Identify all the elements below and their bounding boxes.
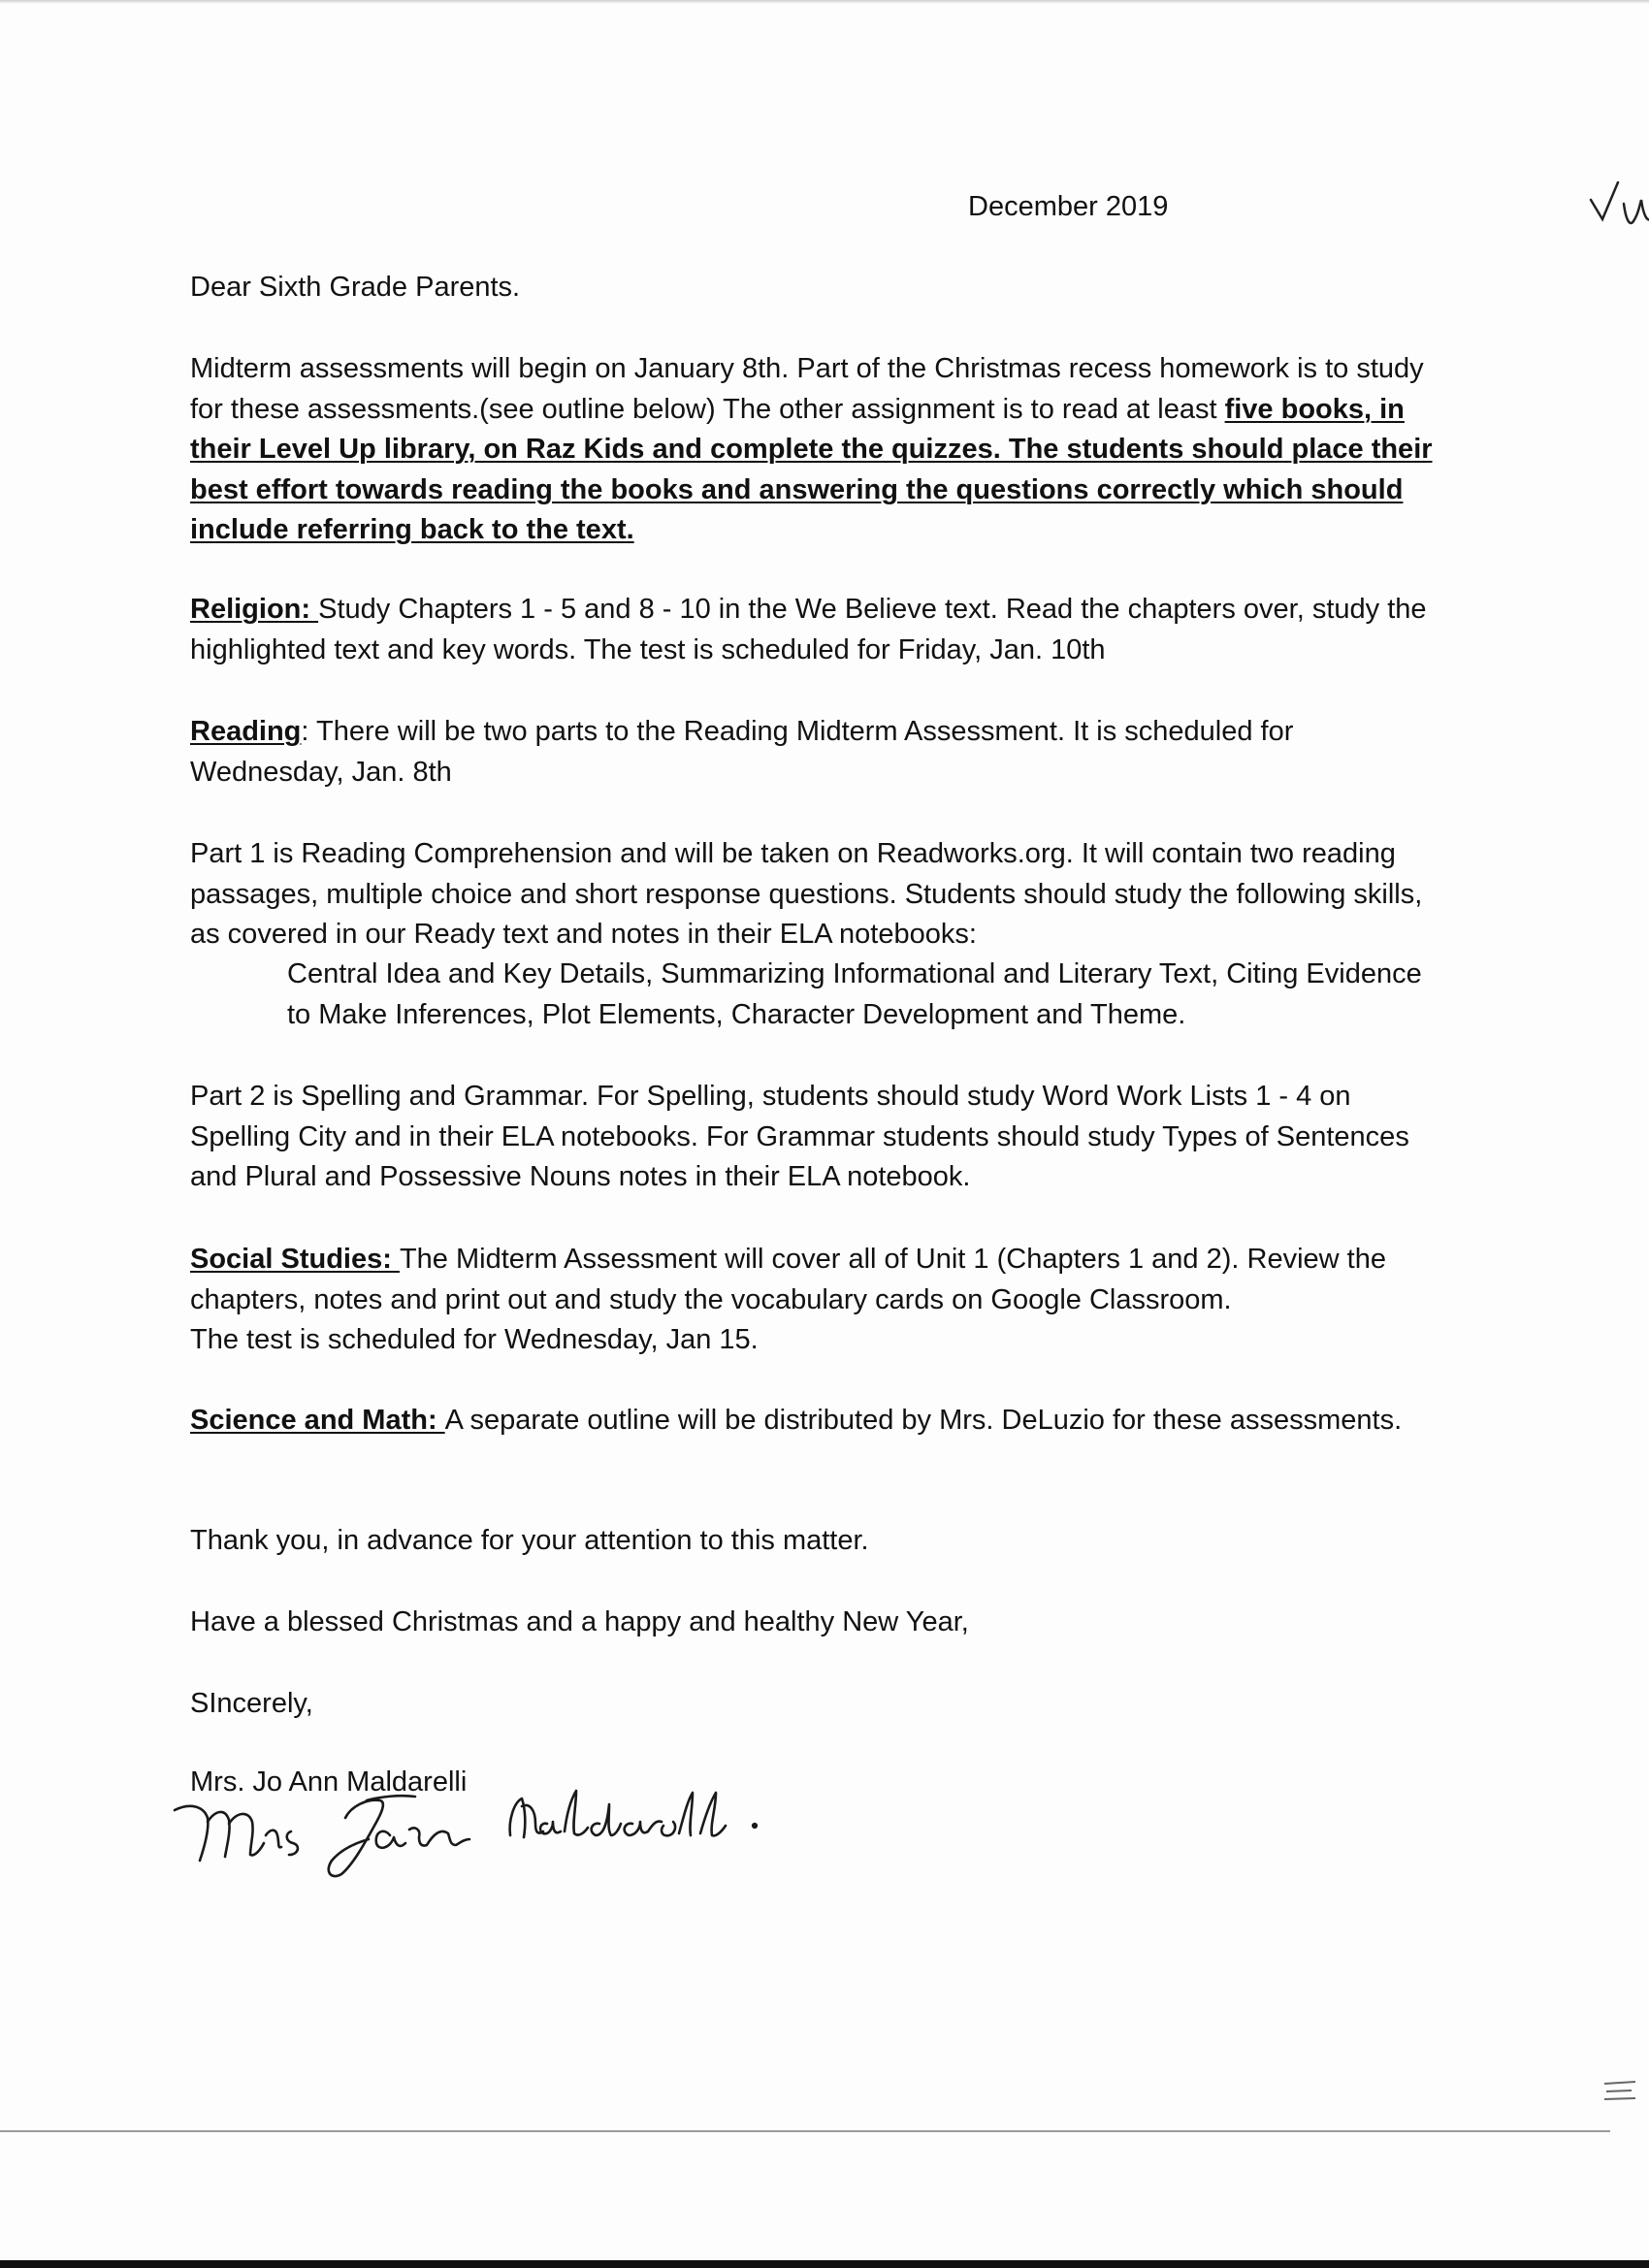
religion-heading: Religion: <box>190 594 319 625</box>
scan-margin-mark <box>1602 2074 1637 2109</box>
scan-top-edge <box>0 0 1649 4</box>
scan-bottom-band <box>0 2260 1649 2268</box>
blessing-line: Have a blessed Christmas and a happy and healthy New Year, <box>190 1606 969 1637</box>
intro-text: Midterm assessments will begin on January 8th. Part of the Christmas recess homework is to study for these assessments.(see outline below) The other assignment is to read at least <box>190 353 1424 425</box>
science-math-paragraph <box>190 1401 1441 1442</box>
signer-name: Mrs. Jo Ann Maldarelli <box>190 1766 468 1798</box>
social-studies-text: The Midterm Assessment will cover all of Unit 1 (Chapters 1 and 2). Review the chapters, notes and print out and study the vocabulary cards on Google Classroom. <box>190 1244 1386 1315</box>
social-studies-test-date: The test is scheduled for Wednesday, Jan 15. <box>190 1324 759 1355</box>
salutation: Dear Sixth Grade Parents. <box>190 272 521 303</box>
science-math-text: A separate outline will be distributed by Mrs. DeLuzio for these assessments. <box>444 1405 1403 1436</box>
social-studies-heading: Social Studies: <box>190 1244 400 1275</box>
reading-heading: Reading <box>190 716 302 747</box>
science-math-heading: Science and Math: <box>190 1405 445 1436</box>
scan-bottom-line <box>0 2130 1610 2132</box>
letter-date: December 2019 <box>968 191 1169 222</box>
intro-emphasis: five books, in their Level Up library, on Raz Kids and complete the quizzes. The students should place their best effort towards reading the books and answering the questions correctly which should include referring back to the text. <box>190 393 1433 545</box>
handwritten-initials <box>1585 171 1649 248</box>
reading-text: : There will be two parts to the Reading Midterm Assessment. It is scheduled for Wednesday, Jan. 8th <box>190 716 1294 788</box>
religion-paragraph <box>190 590 1441 670</box>
closing-line: SIncerely, <box>190 1688 313 1719</box>
thanks-line: Thank you, in advance for your attention to this matter. <box>190 1525 869 1556</box>
intro-paragraph <box>190 349 1441 551</box>
part1-skills: Central Idea and Key Details, Summarizing Informational and Literary Text, Citing Evidence to Make Inferences, Plot Elements, Character Development and Theme. <box>287 958 1422 1030</box>
part2-paragraph: Part 2 is Spelling and Grammar. For Spelling, students should study Word Work Lists 1 - 4 on Spelling City and in their ELA notebooks. For Grammar students should study Types of Sentences and Plural and Possessive Nouns notes in their ELA notebook. <box>190 1081 1409 1192</box>
handwritten-signature <box>161 1767 840 1884</box>
reading-paragraph <box>190 712 1441 793</box>
religion-text: Study Chapters 1 - 5 and 8 - 10 in the We Believe text. Read the chapters over, study the highlighted text and key words. The test is scheduled for Friday, Jan. 10th <box>190 594 1427 665</box>
part1-paragraph: Part 1 is Reading Comprehension and will be taken on Readworks.org. It will contain two reading passages, multiple choice and short response questions. Students should study the following skills, as covered in our Ready text and notes in their ELA notebooks: <box>190 838 1423 950</box>
social-studies-paragraph <box>190 1240 1441 1361</box>
